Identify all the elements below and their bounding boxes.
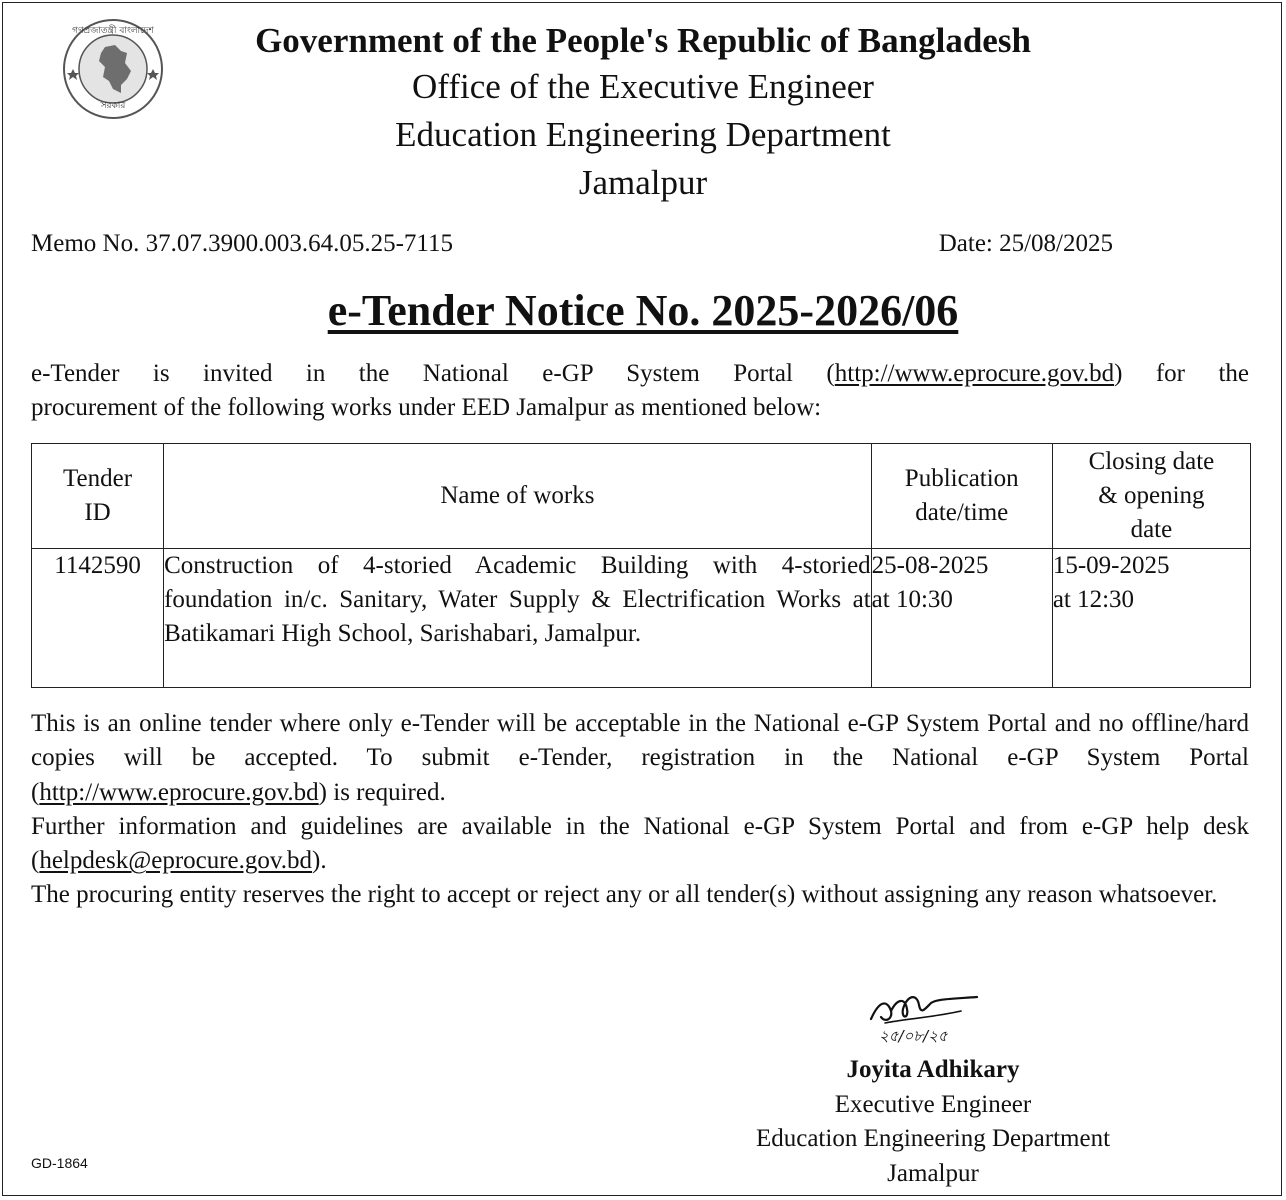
signatory-name: Joyita Adhikary	[846, 1056, 1020, 1083]
government-name: Government of the People's Republic of Bangladesh	[255, 21, 1031, 60]
intro-paragraph	[31, 357, 1249, 425]
emblem-bottom-text: সরকার	[100, 101, 126, 111]
tender-table	[31, 443, 1251, 688]
terms-text	[31, 707, 1249, 913]
handwritten-signature	[865, 989, 985, 1049]
emblem-top-text: গণপ্রজাতন্ত্রী বাংলাদেশ	[72, 26, 154, 36]
header-publication: Publication date/time	[871, 444, 1052, 549]
memo-row	[31, 227, 1113, 261]
letterhead	[143, 19, 1143, 207]
cell-closing: 15-09-2025 at 12:30	[1052, 549, 1250, 688]
signature-date: ২৫/০৮/২৫	[879, 1027, 948, 1045]
cell-publication: 25-08-2025 at 10:30	[871, 549, 1052, 688]
signatory-department: Education Engineering Department	[755, 1125, 1111, 1152]
header-name-of-works: Name of works	[164, 444, 872, 549]
intro-line-1: e-Tender is invited in the National e-GP System Portal (http://www.eprocure.gov.bd) for the	[31, 360, 1249, 387]
signatory-location: Jamalpur	[887, 1159, 979, 1187]
notice-title-text: e-Tender Notice No. 2025-2026/06	[327, 286, 959, 335]
signature-icon	[865, 989, 985, 1049]
portal-link-2[interactable]: http://www.eprocure.gov.bd	[39, 778, 319, 806]
gd-code: GD-1864	[31, 1155, 88, 1171]
portal-link[interactable]: http://www.eprocure.gov.bd	[834, 360, 1115, 387]
department-name: Education Engineering Department	[395, 115, 891, 154]
header-tender-id: Tender ID	[32, 444, 164, 549]
table-header-row	[32, 444, 1251, 549]
signatory-title: Executive Engineer	[834, 1090, 1032, 1118]
office-location: Jamalpur	[578, 163, 708, 202]
cell-name-of-works: Construction of 4-storied Academic Building with 4-storied foundation in/c. Sanitary, Water Supply & Electrification Works at Batikamari High School, Sarishabari, Jamalpur.	[164, 549, 872, 688]
notice-page	[2, 2, 1282, 1196]
cell-tender-id: 1142590	[32, 549, 164, 688]
table-row	[32, 549, 1251, 688]
office-name: Office of the Executive Engineer	[412, 67, 874, 106]
terms-paragraph-2: Further information and guidelines are available in the National e-GP System Portal and from e-GP help desk (helpdesk@eprocure.gov.bd).	[31, 812, 1249, 875]
terms-paragraph-3: The procuring entity reserves the right to accept or reject any or all tender(s) without assigning any reason whatsoever.	[31, 881, 1218, 909]
memo-date: Date: 25/08/2025	[938, 230, 1113, 257]
intro-line-2: procurement of the following works under EED Jamalpur as mentioned below:	[31, 394, 822, 421]
terms-paragraph-1: This is an online tender where only e-Tender will be acceptable in the National e-GP System Portal and no offline/hard copies will be accepted. To submit e-Tender, registration in the National e-GP System Portal (http://www.eprocure.gov.bd) is required.	[31, 710, 1249, 806]
signatory-block	[703, 1053, 1163, 1191]
notice-title	[3, 283, 1283, 339]
memo-number: Memo No. 37.07.3900.003.64.05.25-7115	[31, 230, 453, 257]
header-closing: Closing date & opening date	[1052, 444, 1250, 549]
helpdesk-email-link[interactable]: helpdesk@eprocure.gov.bd	[39, 847, 313, 875]
